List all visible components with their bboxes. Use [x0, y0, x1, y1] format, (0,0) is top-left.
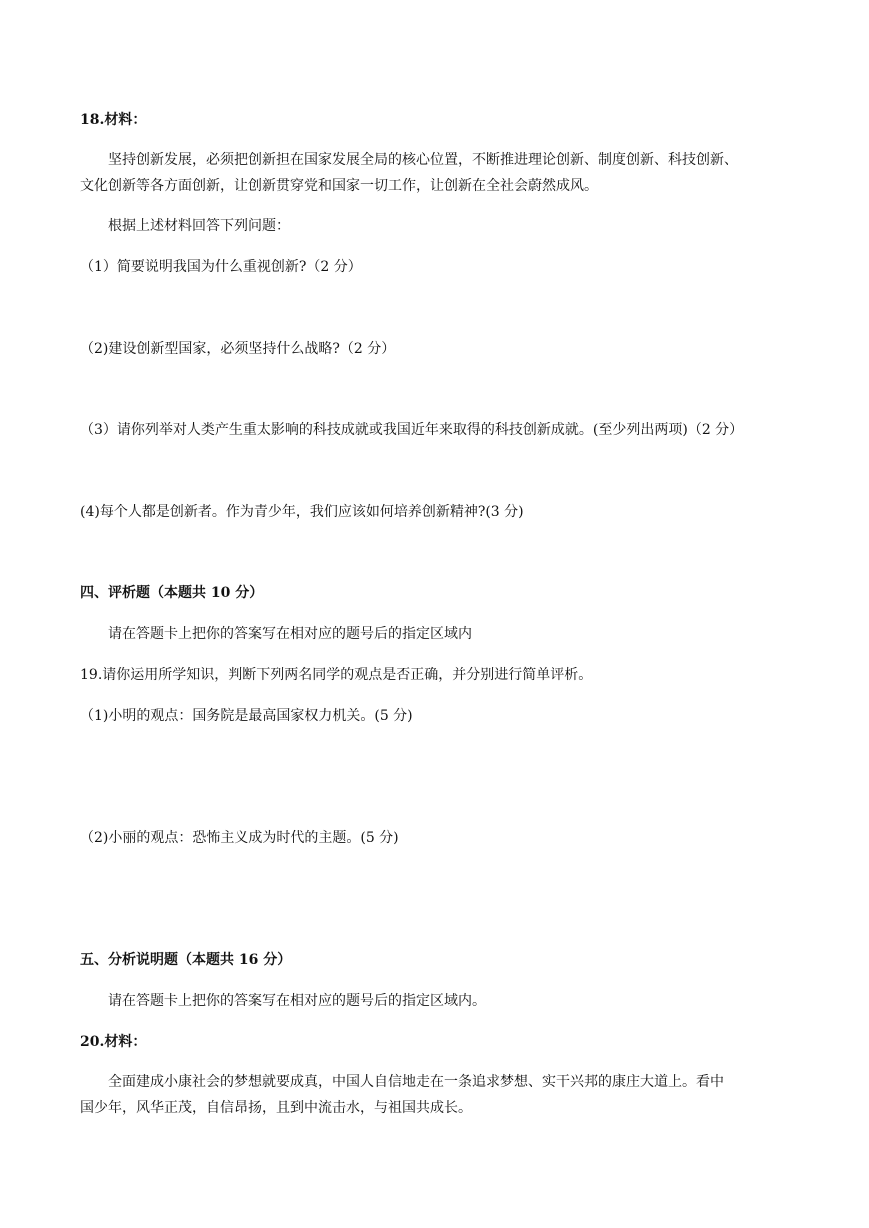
q18-sub-question-2: （2)建设创新型国家，必须坚持什么战略?（2 分） [80, 341, 396, 357]
q18-heading: 18.材料： [80, 112, 147, 128]
section-4-instruction: 请在答题卡上把你的答案写在相对应的题号后的指定区域内 [108, 626, 472, 642]
section-5-heading: 五、分析说明题（本题共 16 分） [80, 952, 292, 968]
q19-prompt: 19.请你运用所学知识，判断下列两名同学的观点是否正确，并分别进行简单评析。 [80, 667, 593, 683]
q19-sub-question-2: （2)小丽的观点：恐怖主义成为时代的主题。(5 分) [80, 830, 399, 846]
section-4-heading: 四、评析题（本题共 10 分） [80, 585, 264, 601]
q20-heading: 20.材料： [80, 1034, 147, 1050]
q18-sub-question-3: （3）请你列举对人类产生重太影响的科技成就或我国近年来取得的科技创新成就。(至少列出两项)（2 分） [80, 422, 744, 438]
q18-instruction: 根据上述材料回答下列问题： [108, 218, 290, 234]
q20-material-line-2: 国少年，风华正茂，自信昂扬，且到中流击水，与祖国共成长。 [80, 1100, 472, 1116]
q19-sub-question-1: （1)小明的观点：国务院是最高国家权力机关。(5 分) [80, 708, 413, 724]
section-5-instruction: 请在答题卡上把你的答案写在相对应的题号后的指定区域内。 [108, 993, 486, 1009]
q20-material-line-1: 全面建成小康社会的梦想就要成真，中国人自信地走在一条追求梦想、实干兴邦的康庄大道上。看中 [108, 1074, 724, 1090]
q18-material-line-2: 文化创新等各方面创新，让创新贯穿党和国家一切工作，让创新在全社会蔚然成风。 [80, 178, 598, 194]
q18-sub-question-4: (4)每个人都是创新者。作为青少年，我们应该如何培养创新精神?(3 分) [80, 504, 524, 520]
q18-sub-question-1: （1）简要说明我国为什么重视创新?（2 分） [80, 259, 362, 275]
q18-material-line-1: 坚持创新发展，必须把创新担在国家发展全局的核心位置，不断推进理论创新、制度创新、科技创新、 [108, 152, 738, 168]
